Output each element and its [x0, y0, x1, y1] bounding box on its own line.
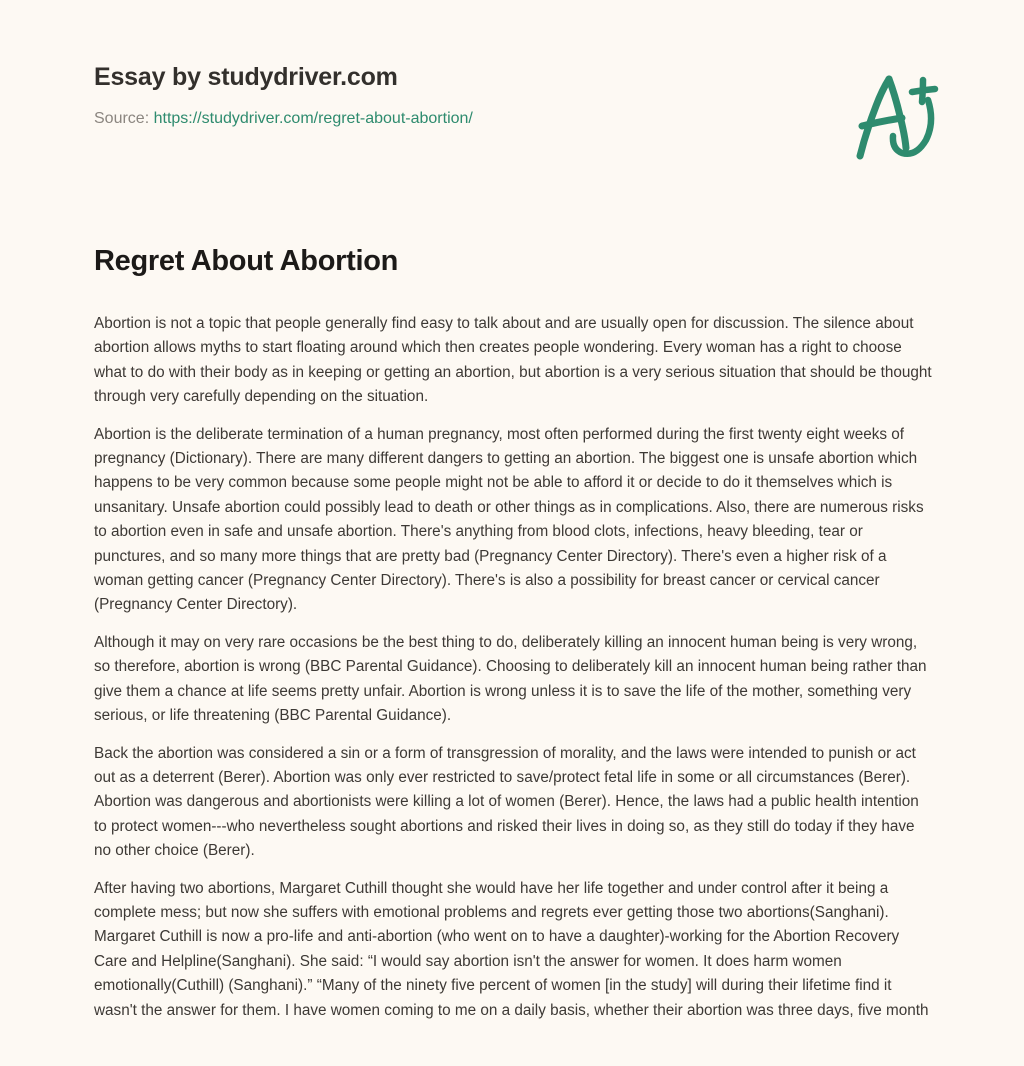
essay-byline: Essay by studydriver.com — [94, 63, 398, 91]
source-url-link[interactable]: https://studydriver.com/regret-about-abortion/ — [153, 110, 473, 127]
source-label: Source: — [94, 110, 150, 127]
paragraph: Although it may on very rare occasions be the best thing to do, deliberately killing an innocent human being is very wrong, so therefore, abortion is wrong (BBC Parental Guidance). Choosing to deliberately kill an innocent human being rather than give them a chance at life seems pretty unfair. Abortion is wrong unless it is to save the life of the mother, something very serious, or life threatening (BBC Parental Guidance). — [94, 633, 927, 725]
paragraph: Abortion is the deliberate termination of a human pregnancy, most often performed during the first twenty eight weeks of pregnancy (Dictionary). There are many different dangers to getting an abortion. The biggest one is unsafe abortion which happens to be very common because some people might not be able to afford it or decide to do it themselves which is unsanitary. Unsafe abortion could possibly lead to death or other things as in complications. Also, there are numerous risks to abortion even in safe and unsafe abortion. There's anything from blood clots, infections, heavy bleeding, tear or punctures, and so many more things that are pretty bad (Pregnancy Center Directory). There's even a higher risk of a woman getting cancer (Pregnancy Center Directory). There's is also a possibility for breast cancer or cervical cancer (Pregnancy Center Directory). — [94, 425, 924, 614]
source-line — [94, 108, 930, 130]
paragraph: After having two abortions, Margaret Cuthill thought she would have her life together and under control after it being a complete mess; but now she suffers with emotional problems and regrets ever getting those two abortions(Sanghani). Margaret Cuthill is now a pro-life and anti-abortion (who went on to have a daughter)-working for the Abortion Recovery Care and Helpline(Sanghani). She said: “I would say abortion isn't the answer for women. It does harm women emotionally(Cuthill) (Sanghani).” “Many of the ninety five percent of women [in the study] will during their lifetime find it wasn't the answer for them. I have women coming to me on a daily basis, whether their abortion was three days, five month — [94, 879, 929, 1019]
essay-body — [94, 312, 932, 1023]
page-title: Regret About Abortion — [94, 245, 399, 277]
paragraph: Abortion is not a topic that people generally find easy to talk about and are usually open for discussion. The silence about abortion allows myths to start floating around which then creates people wondering. Every woman has a right to choose what to do with their body as in keeping or getting an abortion, but abortion is a very serious situation that should be thought through very carefully depending on the situation. — [94, 315, 932, 406]
paragraph: Back the abortion was considered a sin or a form of transgression of morality, and the laws were intended to punish or act out as a deterrent (Berer). Abortion was only ever restricted to save/protect fetal life in some or all circumstances (Berer). Abortion was dangerous and abortionists were killing a lot of women (Berer). Hence, the laws had a public health intention to protect women---who nevertheless sought abortions and risked their lives in doing so, as they still do today if they have no other choice (Berer). — [94, 744, 919, 860]
document-header — [94, 62, 930, 182]
a-plus-icon — [840, 60, 950, 170]
studydriver-a-plus-logo — [840, 60, 950, 170]
